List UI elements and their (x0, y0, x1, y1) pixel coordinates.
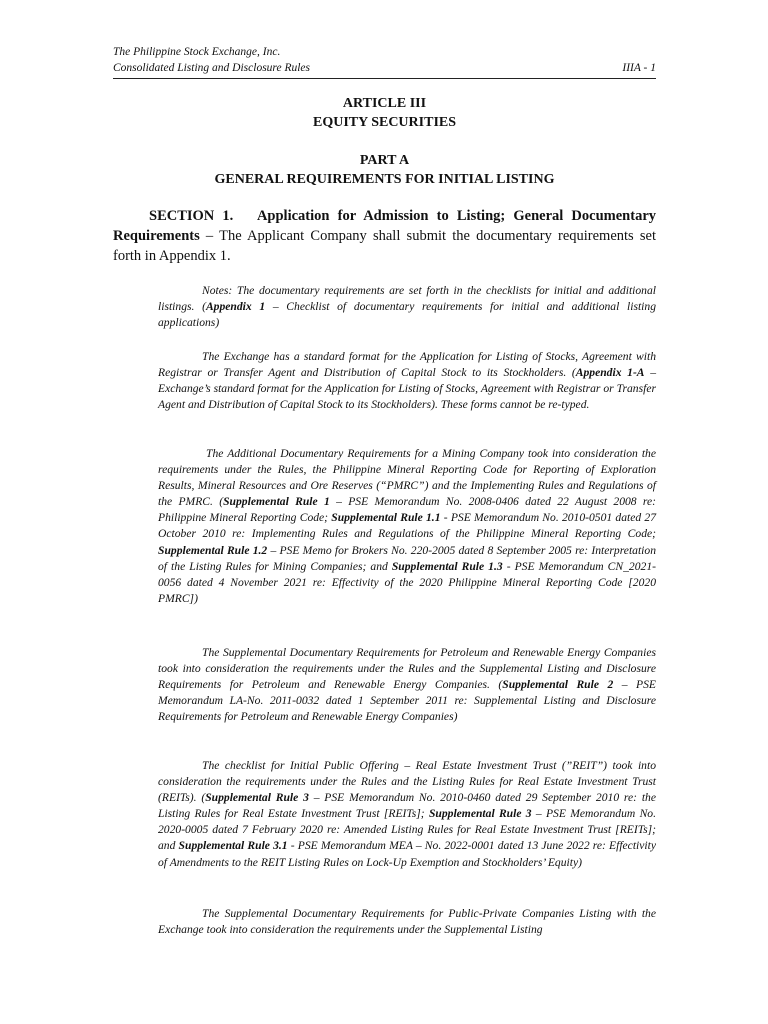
section-1 (113, 206, 660, 266)
note-paragraph-2 (158, 349, 656, 413)
part-heading (113, 151, 656, 189)
header-rule (113, 78, 656, 79)
note-text: - PSE Memorandum CN_2021-0056 dated 4 November 2021 re: Effectivity of the 2020 Philippine Mineral Reporting Code [2020 PMRC]) (158, 559, 656, 605)
rule-reference: Appendix 1-A (575, 366, 645, 380)
note-text: Notes: The documentary requirements are set forth in the checklists for initial and additional listings. ( (158, 284, 656, 314)
header-company: The Philippine Stock Exchange, Inc. (113, 46, 281, 58)
rule-reference: Supplemental Rule 1.3 (391, 559, 503, 573)
note-text: - PSE Memorandum No. 2010-0501 dated 27 October 2010 re: Implementing Rules and Regulations of the Philippine Mineral Reporting Code; (158, 511, 657, 541)
rule-reference: Supplemental Rule 3 (428, 807, 532, 821)
note-text: The Additional Documentary Requirements for a Mining Company took into consideration the requirements under the Rules, the Philippine Mineral Reporting Code for Reporting of Exploration Results, Mineral Resources and Ore Reserves (“PMRC”) and the Implementing Rules and Regulations of the PMRC. ( (158, 447, 656, 509)
rule-reference: Supplemental Rule 1.2 (158, 543, 268, 557)
section-1-text: – The Applicant Company shall submit the documentary requirements set forth in Appendix 1. (113, 228, 656, 264)
note-text: – PSE Memo for Brokers No. 220-2005 dated 8 September 2005 re: Interpretation of the Listing Rules for Mining Companies; and (158, 543, 656, 573)
header-document-title: Consolidated Listing and Disclosure Rules (113, 62, 310, 74)
section-1-heading: SECTION 1. Application for Admission to Listing; General Documentary Requirements (113, 208, 660, 244)
note-text: – PSE Memorandum No. 2008-0406 dated 22 August 2008 re: Philippine Mineral Reporting Code; (158, 495, 657, 525)
rule-reference: Supplemental Rule 2 (502, 678, 614, 692)
note-text: The Supplemental Documentary Requirements for Public-Private Companies Listing with the Exchange took into consideration the requirements under the Supplemental Listing (158, 907, 656, 937)
note-paragraph-5 (158, 758, 656, 871)
article-label: ARTICLE III (342, 96, 427, 111)
note-text: The Exchange has a standard format for the Application for Listing of Stocks, Agreement with Registrar or Transfer Agent and Distribution of Capital Stock to its Stockholders. ( (158, 350, 656, 380)
note-text: – Exchange’s standard format for the Application for Listing of Stocks, Agreement with Registrar or Transfer Agent and Distribution of Capital Stock to its Stockholders). These forms cannot be re-typed. (158, 366, 657, 412)
article-title: EQUITY SECURITIES (312, 115, 457, 130)
rule-reference: Appendix 1 (205, 300, 266, 314)
running-header (113, 44, 656, 79)
rule-reference: Supplemental Rule 3 (205, 791, 309, 805)
note-paragraph-1 (158, 283, 656, 331)
part-title: GENERAL REQUIREMENTS FOR INITIAL LISTING (214, 172, 555, 187)
page-number: IIIA - 1 (622, 62, 656, 74)
note-text: The checklist for Initial Public Offering – Real Estate Investment Trust (”REIT”) took into consideration the requirements under the Rules and the Listing Rules for Real Estate Investment Trust (REITs). ( (158, 759, 656, 805)
note-text: – PSE Memorandum No. 2020-0005 dated 7 February 2020 re: Amended Listing Rules for Real Estate Investment Trust [REITs]; and (158, 807, 656, 853)
note-text: – PSE Memorandum LA-No. 2011-0032 dated 1 September 2011 re: Supplemental Listing and Disclosure Requirements for Petroleum and Renewable Energy Companies) (158, 678, 656, 724)
article-heading (113, 94, 656, 132)
part-label: PART A (359, 153, 410, 168)
note-paragraph-6 (158, 906, 656, 938)
rule-reference: Supplemental Rule 3.1 (178, 839, 288, 853)
note-text: The Supplemental Documentary Requirements for Petroleum and Renewable Energy Companies took into consideration the requirements under the Rules and the Supplemental Listing and Disclosure Requirements for Petroleum and Renewable Energy Companies. ( (158, 646, 656, 692)
note-text: - PSE Memorandum MEA – No. 2022-0001 dated 13 June 2022 re: Effectivity of Amendments to the REIT Listing Rules on Lock-Up Exemption and Stockholders’ Equity) (158, 839, 657, 869)
note-text: – PSE Memorandum No. 2010-0460 dated 29 September 2010 re: the Listing Rules for Real Estate Investment Trust [REITs]; (158, 791, 656, 821)
note-paragraph-3 (158, 446, 656, 607)
note-paragraph-4 (158, 645, 656, 725)
rule-reference: Supplemental Rule 1.1 (331, 511, 441, 525)
note-text: – Checklist of documentary requirements for initial and additional listing applications) (158, 300, 656, 330)
rule-reference: Supplemental Rule 1 (223, 495, 330, 509)
